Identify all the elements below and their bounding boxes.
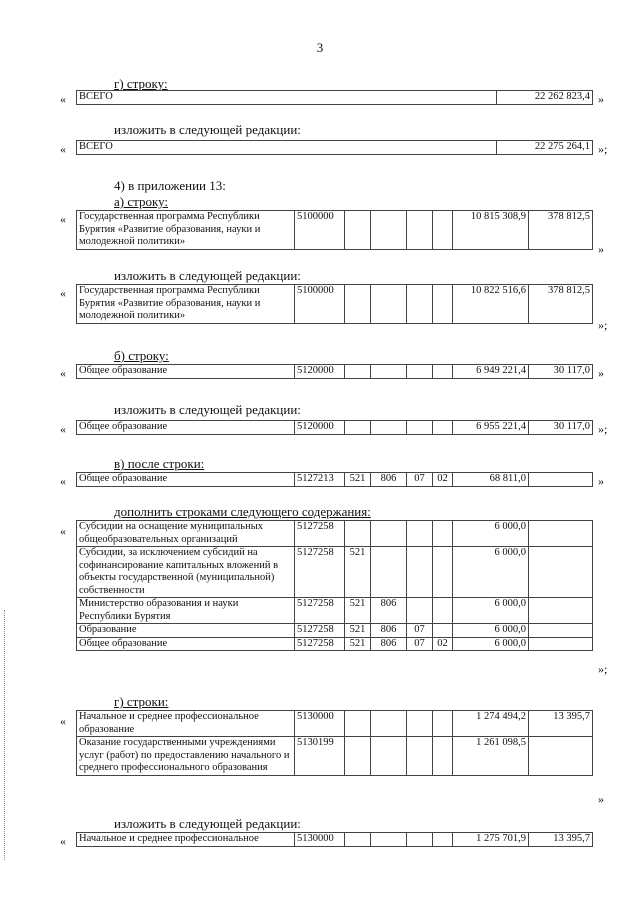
- row-amount-2: 378 812,5: [529, 285, 593, 324]
- quote-open: «: [60, 142, 66, 156]
- row-code: 5127258: [295, 547, 345, 598]
- row-amount: 1 261 098,5: [453, 737, 529, 776]
- table-row: [77, 91, 593, 105]
- row-c1: [345, 737, 371, 776]
- row-c2: 806: [371, 624, 407, 638]
- row-code: 5130199: [295, 737, 345, 776]
- row-amount: 22 262 823,4: [497, 91, 593, 105]
- row-c2: 806: [371, 637, 407, 651]
- program-table-new: [76, 284, 593, 324]
- row-amount: 6 000,0: [453, 637, 529, 651]
- row-c2: [371, 547, 407, 598]
- row-amount: 6 955 221,4: [453, 421, 529, 435]
- row-amount-2: 13 395,7: [529, 711, 593, 737]
- row-amount-2: 13 395,7: [529, 833, 593, 847]
- row-name: Субсидии на оснащение муниципальных общеобразовательных организаций: [77, 521, 295, 547]
- row-c3: [407, 547, 433, 598]
- row-amount: 6 000,0: [453, 598, 529, 624]
- row-code: 5127258: [295, 598, 345, 624]
- section-heading: изложить в следующей редакции:: [114, 816, 301, 831]
- row-amount: 1 274 494,2: [453, 711, 529, 737]
- row-name: Государственная программа Республики Бурятия «Развитие образования, науки и молодежной политики»: [77, 285, 295, 324]
- row-name: Общее образование: [77, 421, 295, 435]
- row-amount-2: 30 117,0: [529, 365, 593, 379]
- row-c2: [371, 737, 407, 776]
- quote-open: «: [60, 422, 66, 436]
- row-code: 5127258: [295, 521, 345, 547]
- table-row: [77, 211, 593, 250]
- row-c1: 521: [345, 637, 371, 651]
- supplement-table: [76, 520, 593, 651]
- row-amount: 10 815 308,9: [453, 211, 529, 250]
- total-table: [76, 90, 593, 105]
- quote-close: »;: [598, 318, 608, 332]
- table-row: [77, 833, 593, 847]
- row-c1: 521: [345, 547, 371, 598]
- table-row: [77, 521, 593, 547]
- total-table-new: [76, 140, 593, 155]
- table-row: [77, 141, 593, 155]
- row-name: Оказание государственными учреждениями услуг (работ) по предоставлению начального и среднего профессионального образования: [77, 737, 295, 776]
- row-code: 5130000: [295, 711, 345, 737]
- section-heading: г) строки:: [114, 694, 169, 709]
- row-amount: 1 275 701,9: [453, 833, 529, 847]
- row-amount-2: [529, 521, 593, 547]
- row-amount-2: [529, 637, 593, 651]
- quote-open: «: [60, 92, 66, 106]
- table-row: [77, 624, 593, 638]
- row-c1: 521: [345, 473, 371, 487]
- row-c4: [433, 547, 453, 598]
- quote-close: »;: [598, 142, 608, 156]
- row-name: Образование: [77, 624, 295, 638]
- row-amount-2: [529, 624, 593, 638]
- row-code: 5120000: [295, 365, 345, 379]
- row-name: Общее образование: [77, 365, 295, 379]
- quote-close: »: [598, 474, 604, 488]
- quote-close: »;: [598, 662, 608, 676]
- quote-close: »: [598, 242, 604, 256]
- program-table: [76, 210, 593, 250]
- margin-dots: [4, 610, 6, 860]
- row-amount-2: [529, 547, 593, 598]
- row-c2: 806: [371, 473, 407, 487]
- row-code: 5130000: [295, 833, 345, 847]
- table-row: [77, 637, 593, 651]
- row-amount: 6 000,0: [453, 624, 529, 638]
- row-c1: 521: [345, 598, 371, 624]
- quote-close: »;: [598, 422, 608, 436]
- section-heading: а) строку:: [114, 194, 169, 209]
- table-row: [77, 737, 593, 776]
- row-amount: 6 949 221,4: [453, 365, 529, 379]
- row-c1: 521: [345, 624, 371, 638]
- row-amount: 10 822 516,6: [453, 285, 529, 324]
- row-code: 5127258: [295, 624, 345, 638]
- row-amount: 6 000,0: [453, 521, 529, 547]
- row-name: Государственная программа Республики Бурятия «Развитие образования, науки и молодежной политики»: [77, 211, 295, 250]
- row-c3: [407, 598, 433, 624]
- quote-close: »: [598, 792, 604, 806]
- row-c4: [433, 598, 453, 624]
- row-c2: 806: [371, 598, 407, 624]
- row-name: ВСЕГО: [77, 141, 497, 155]
- quote-open: «: [60, 212, 66, 226]
- quote-open: «: [60, 366, 66, 380]
- row-code: 5100000: [295, 211, 345, 250]
- row-name: Субсидии, за исключением субсидий на софинансирование капитальных вложений в объекты государственной (муниципальной) собственности: [77, 547, 295, 598]
- row-name: Общее образование: [77, 637, 295, 651]
- table-row: [77, 547, 593, 598]
- section-heading: дополнить строками следующего содержания:: [114, 504, 371, 519]
- row-c4: [433, 737, 453, 776]
- row-c3: [407, 711, 433, 737]
- quote-close: »: [598, 366, 604, 380]
- row-code: 5120000: [295, 421, 345, 435]
- row-c3: [407, 737, 433, 776]
- row-c3: 07: [407, 637, 433, 651]
- table-row: [77, 598, 593, 624]
- row-c3: [407, 521, 433, 547]
- quote-close: »: [598, 92, 604, 106]
- section-heading: изложить в следующей редакции:: [114, 402, 301, 417]
- row-name: ВСЕГО: [77, 91, 497, 105]
- row-c4: [433, 624, 453, 638]
- vocational-table: [76, 710, 593, 776]
- row-amount-2: [529, 598, 593, 624]
- row-code: 5127213: [295, 473, 345, 487]
- row-c4: [433, 521, 453, 547]
- quote-open: «: [60, 714, 66, 728]
- section-heading: г) строку:: [114, 76, 168, 91]
- after-row-table: [76, 472, 593, 487]
- general-edu-table-new: [76, 420, 593, 435]
- row-name: Начальное и среднее профессиональное образование: [77, 711, 295, 737]
- row-c1: [345, 711, 371, 737]
- row-c1: [345, 521, 371, 547]
- item-heading: 4) в приложении 13:: [114, 178, 226, 193]
- quote-open: «: [60, 834, 66, 848]
- row-amount: 22 275 264,1: [497, 141, 593, 155]
- row-c4: 02: [433, 637, 453, 651]
- row-code: 5100000: [295, 285, 345, 324]
- table-row: [77, 365, 593, 379]
- table-row: [77, 473, 593, 487]
- page-number: 3: [316, 40, 324, 55]
- section-heading: изложить в следующей редакции:: [114, 268, 301, 283]
- row-amount: 68 811,0: [453, 473, 529, 487]
- table-row: [77, 421, 593, 435]
- vocational-table-new: [76, 832, 593, 847]
- quote-open: «: [60, 474, 66, 488]
- row-c2: [371, 521, 407, 547]
- row-c3: 07: [407, 624, 433, 638]
- table-row: [77, 285, 593, 324]
- row-c2: [371, 711, 407, 737]
- quote-open: «: [60, 286, 66, 300]
- section-heading: б) строку:: [114, 348, 169, 363]
- row-name: Общее образование: [77, 473, 295, 487]
- row-amount-2: [529, 737, 593, 776]
- row-name: Начальное и среднее профессиональное: [77, 833, 295, 847]
- quote-open: «: [60, 524, 66, 538]
- table-row: [77, 711, 593, 737]
- row-c4: 02: [433, 473, 453, 487]
- row-code: 5127258: [295, 637, 345, 651]
- row-c3: 07: [407, 473, 433, 487]
- row-amount-2: 378 812,5: [529, 211, 593, 250]
- general-edu-table: [76, 364, 593, 379]
- row-amount: 6 000,0: [453, 547, 529, 598]
- row-name: Министерство образования и науки Республики Бурятия: [77, 598, 295, 624]
- row-amount-2: [529, 473, 593, 487]
- row-amount-2: 30 117,0: [529, 421, 593, 435]
- section-heading: изложить в следующей редакции:: [114, 122, 301, 137]
- section-heading: в) после строки:: [114, 456, 205, 471]
- row-c4: [433, 711, 453, 737]
